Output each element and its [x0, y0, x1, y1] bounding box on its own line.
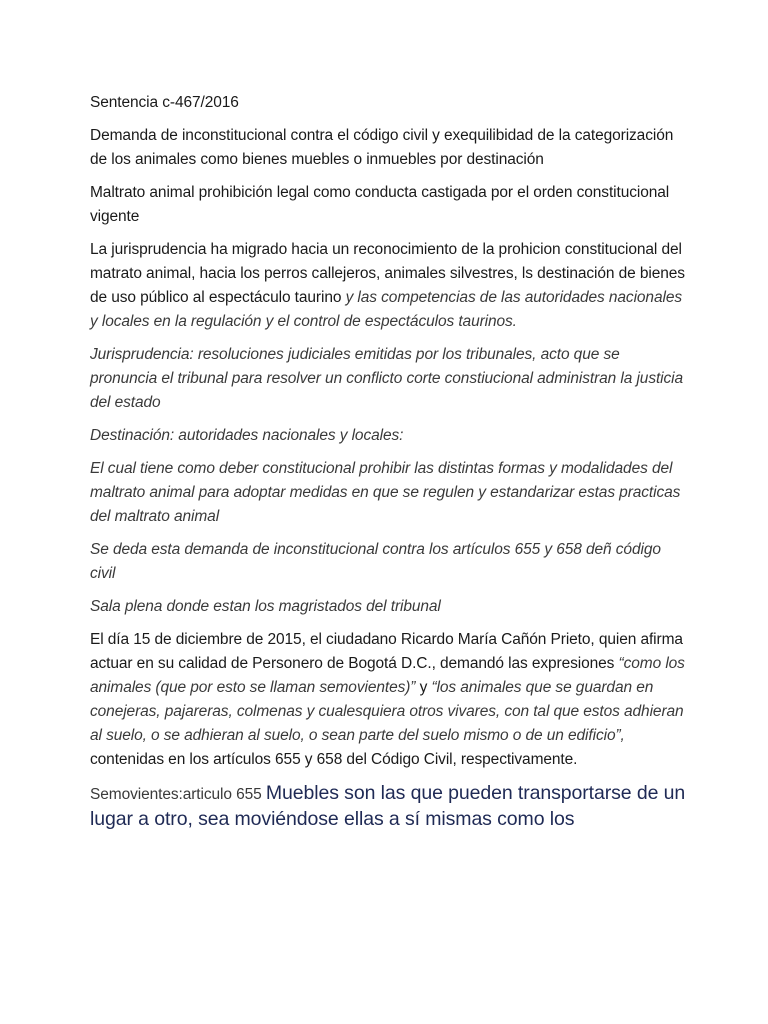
paragraph-demanda-detalle-e: contenidas en los artículos 655 y 658 del Código Civil, respectivamente. [90, 751, 578, 768]
paragraph-demanda: Demanda de inconstitucional contra el código civil y exequilibidad de la categorización de los animales como bienes muebles o inmuebles por destinación [90, 127, 674, 168]
paragraph-semovientes-label: Semovientes:articulo 655 [90, 786, 266, 803]
paragraph-jurisprudencia-intro [90, 238, 690, 334]
document-page [90, 91, 690, 842]
paragraph-demanda-detalle-a: El día 15 de diciembre de 2015, el ciudadano Ricardo María Cañón Prieto, quien afirma actuar en su calidad de Personero de Bogotá D.C., demandó las expresiones [90, 631, 683, 672]
paragraph-semovientes [90, 781, 690, 833]
paragraph-jurisprudencia-normal: La jurisprudencia ha migrado hacia un reconocimiento de la prohicion constitucional del matrato animal, hacia los perros callejeros, animales silvestres, ls destinación de bienes de uso público al espectáculo taurino [90, 241, 685, 306]
document-title: Sentencia c-467/2016 [90, 94, 239, 111]
paragraph-destinacion: Destinación: autoridades nacionales y locales: [90, 427, 404, 444]
paragraph-maltrato: Maltrato animal prohibición legal como conducta castigada por el orden constitucional vigente [90, 184, 670, 225]
paragraph-sala-plena: Sala plena donde estan los magristados del tribunal [90, 598, 441, 615]
paragraph-jurisprudencia-definicion: Jurisprudencia: resoluciones judiciales emitidas por los tribunales, acto que se pronuncia el tribunal para resolver un conflicto corte constiucional administran la justicia del estado [90, 346, 684, 411]
paragraph-semovientes-text: Muebles son las que pueden transportarse de un lugar a otro, sea moviéndose ellas a sí mismas como los [90, 782, 686, 830]
paragraph-demanda-detalle [90, 628, 690, 772]
paragraph-deber-constitucional: El cual tiene como deber constitucional prohibir las distintas formas y modalidades del maltrato animal para adoptar medidas en que se regulen y estandarizar estas practicas del maltrato animal [90, 460, 681, 525]
paragraph-jurisprudencia-italic: y las competencias de las autoridades nacionales y locales en la regulación y el control de espectáculos taurinos. [90, 289, 682, 330]
paragraph-articulos: Se deda esta demanda de inconstitucional contra los artículos 655 y 658 deñ código civil [90, 541, 661, 582]
paragraph-demanda-quote-1: “como los animales (que por esto se llaman semovientes)” [90, 655, 685, 696]
paragraph-demanda-conjunction: y [415, 679, 432, 696]
paragraph-demanda-quote-2: “los animales que se guardan en conejeras, pajareras, colmenas y cualesquiera otros vivares, con tal que estos adhieran al suelo, o se adhieran al suelo, o sean parte del suelo mismo o de un edificio”, [90, 679, 684, 744]
